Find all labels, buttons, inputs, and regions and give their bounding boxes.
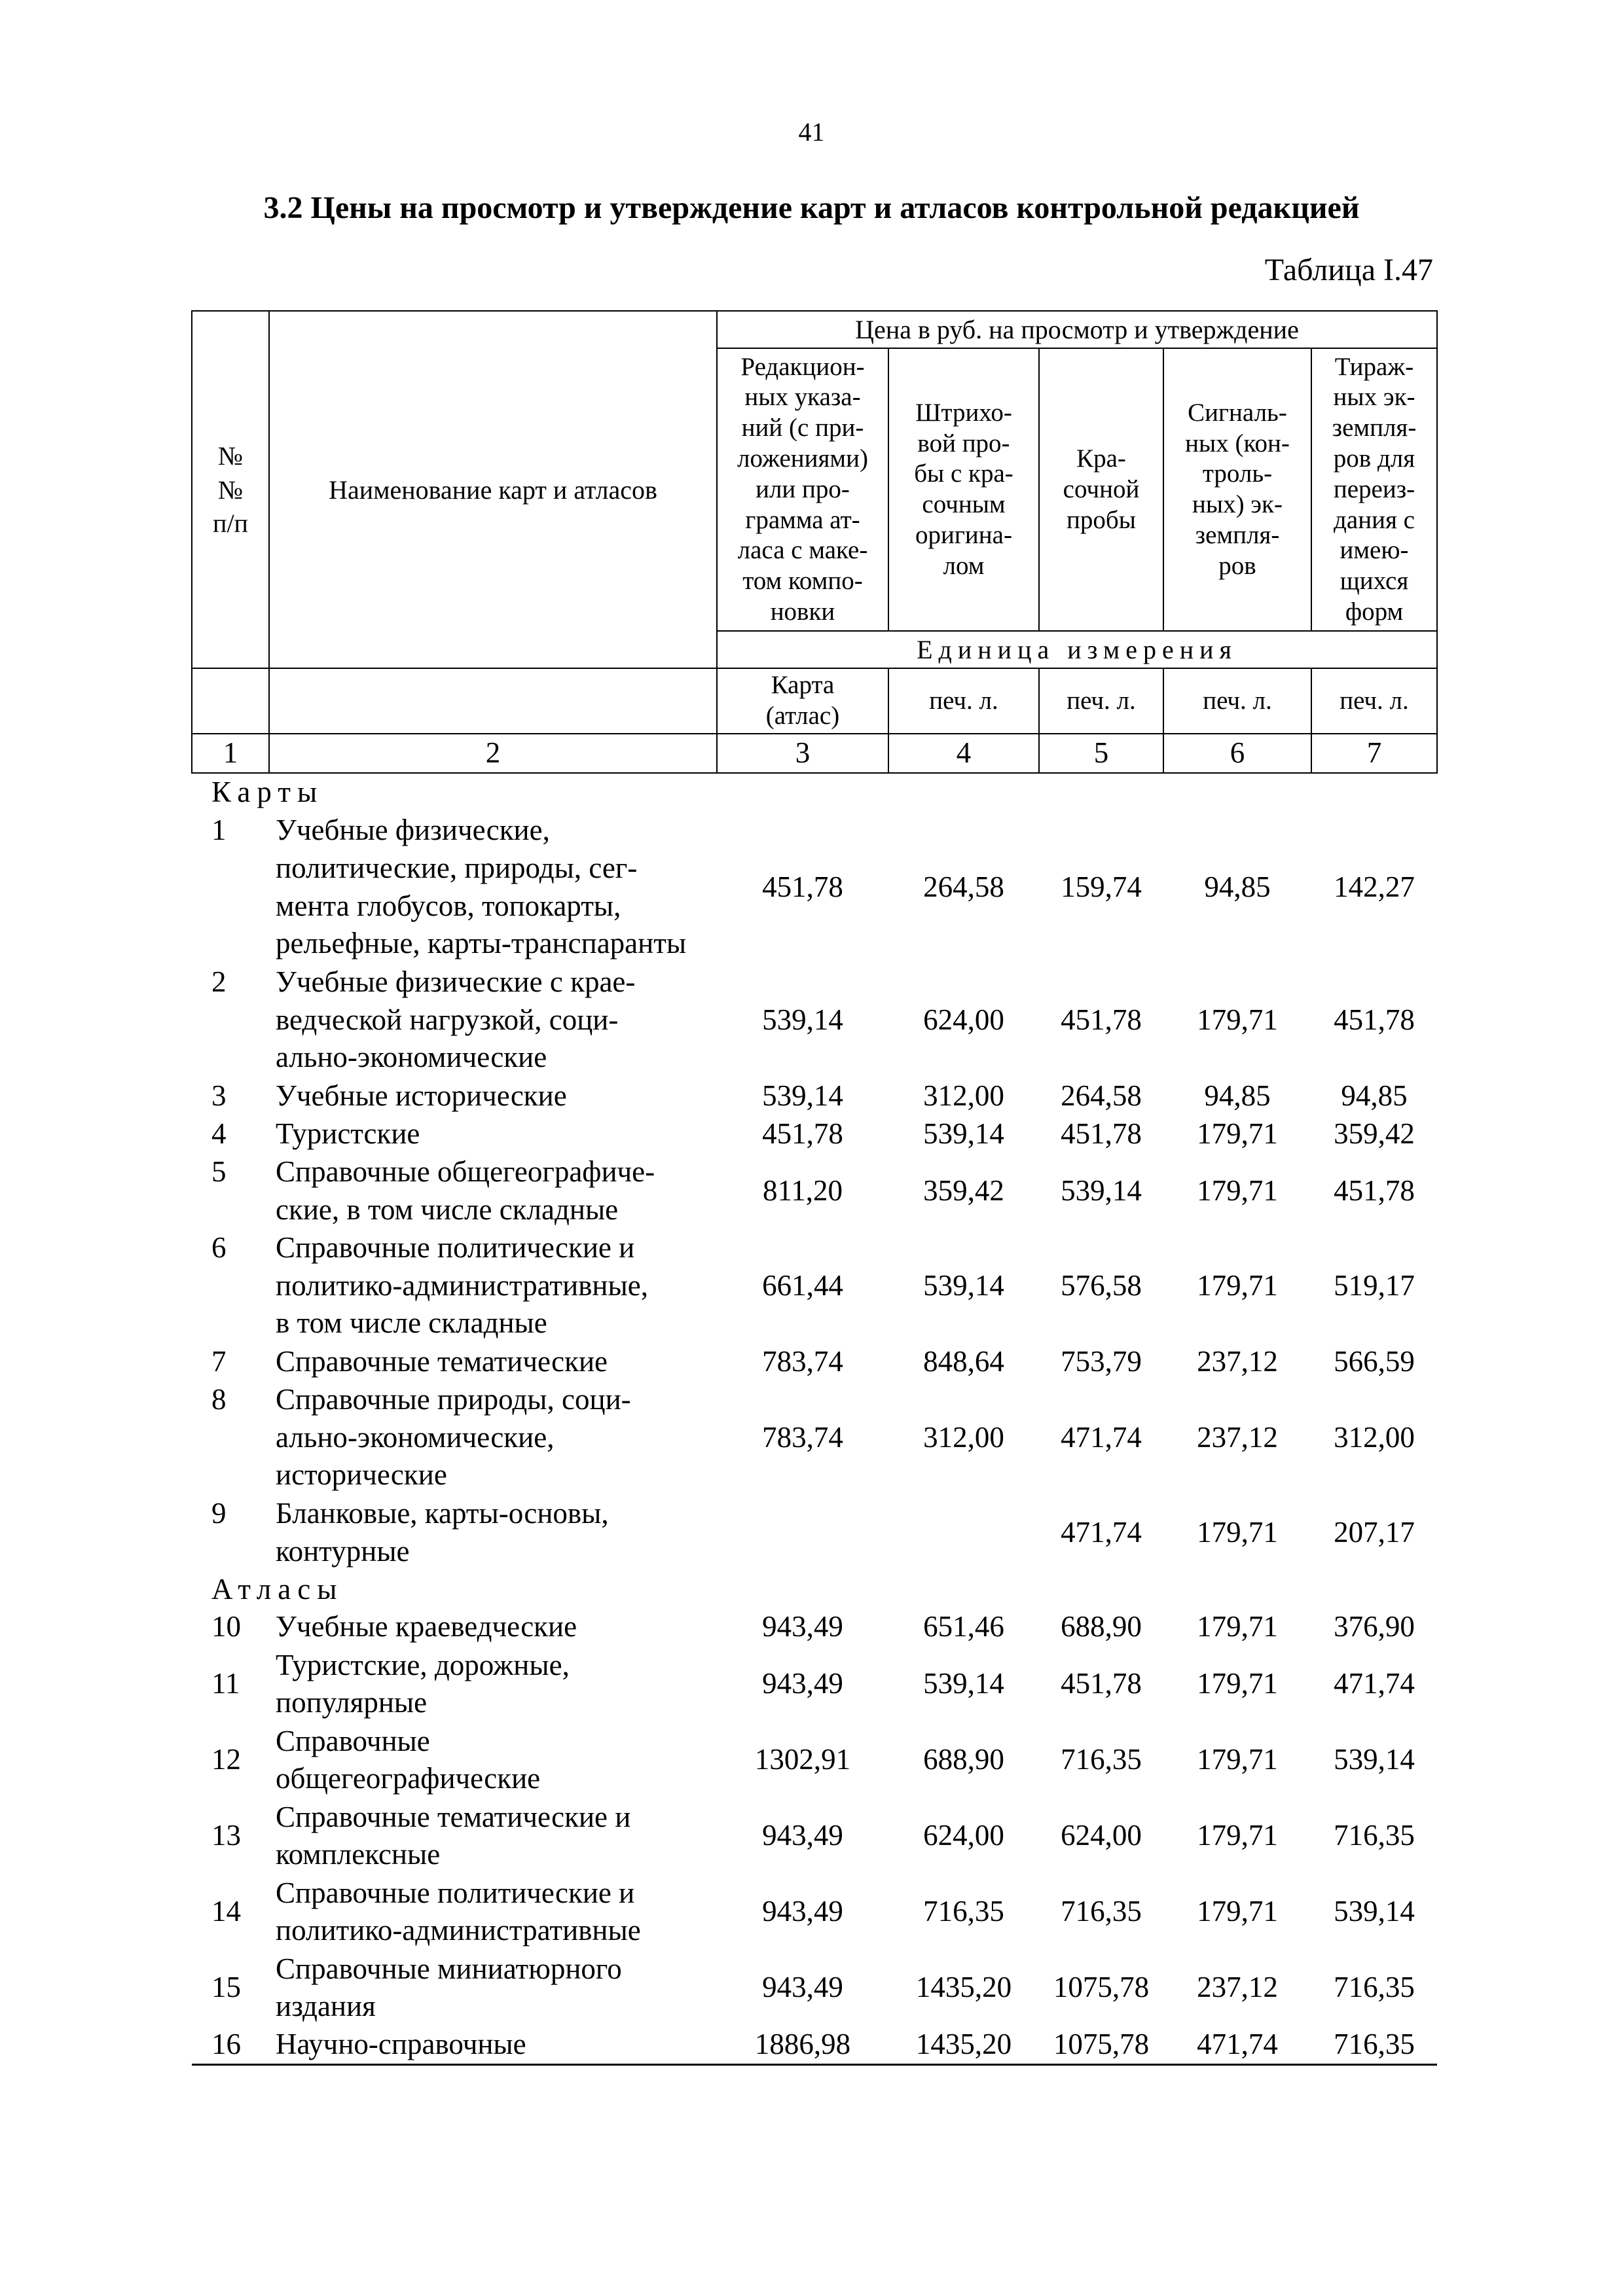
row-value-col6: 179,71	[1197, 1667, 1278, 1700]
row-value-col4: 539,14	[923, 1667, 1004, 1700]
row-value-col4: 359,42	[923, 1174, 1004, 1207]
row-value-col3: 1302,91	[754, 1743, 851, 1776]
row-value-col6: 179,71	[1197, 1610, 1278, 1643]
column-number: 7	[1311, 734, 1437, 773]
row-number: 15	[211, 1971, 241, 2004]
row-value-col3: 943,49	[762, 1610, 843, 1643]
row-value-col7: 539,14	[1334, 1743, 1415, 1776]
table-row	[192, 1495, 1437, 1571]
row-value-col6: 179,71	[1197, 1895, 1278, 1928]
row-value-col7: 359,42	[1334, 1117, 1415, 1150]
price-table	[191, 310, 1438, 2066]
header-col5: Кра- сочной пробы	[1039, 348, 1163, 631]
row-value-col6: 179,71	[1197, 1743, 1278, 1776]
row-value-col3: 661,44	[762, 1268, 843, 1302]
row-value-col6: 471,74	[1163, 2026, 1311, 2064]
table-row	[192, 1798, 1437, 1874]
row-value-col4: 539,14	[923, 1117, 1004, 1150]
row-value-col3: 783,74	[762, 1344, 843, 1378]
row-value-col4: 624,00	[923, 1003, 1004, 1036]
row-value-col7: 471,74	[1334, 1667, 1415, 1700]
row-value-col7: 519,17	[1334, 1268, 1415, 1302]
row-value-col4: 688,90	[923, 1743, 1004, 1776]
row-name: Справочные тематические	[276, 1344, 608, 1378]
row-value-col6: 237,12	[1197, 1420, 1278, 1454]
section-header	[192, 1571, 1437, 1609]
row-value-col5: 451,78	[1061, 1117, 1142, 1150]
row-value-col6: 237,12	[1197, 1971, 1278, 2004]
row-number: 11	[211, 1667, 240, 1700]
row-value-col5: 471,74	[1061, 1420, 1142, 1454]
row-name: Справочные природы, соци- ально-экономические, исторические	[276, 1383, 631, 1492]
column-number: 6	[1163, 734, 1311, 773]
row-value-col3: 451,78	[762, 870, 843, 903]
header-unit7: печ. л.	[1311, 668, 1437, 734]
column-number: 3	[717, 734, 888, 773]
row-value-col5: 451,78	[1061, 1667, 1142, 1700]
header-name: Наименование карт и атласов	[269, 311, 717, 668]
row-number: 16	[192, 2026, 269, 2064]
table-row	[192, 1608, 1437, 1646]
table-header	[192, 311, 1437, 773]
column-number: 4	[888, 734, 1039, 773]
row-value-col4: 312,00	[923, 1079, 1004, 1112]
row-name: Туристские	[276, 1117, 420, 1150]
row-value-col3: 943,49	[762, 1971, 843, 2004]
row-value-col7: 716,35	[1334, 1971, 1415, 2004]
row-number: 7	[211, 1344, 227, 1378]
section-title: Атласы	[211, 1572, 344, 1605]
row-name: Учебные исторические	[276, 1079, 567, 1112]
row-value-col6: 94,85	[1204, 1079, 1271, 1112]
row-number: 12	[211, 1743, 241, 1776]
table-row	[192, 1343, 1437, 1381]
page-number: 41	[798, 117, 825, 147]
row-value-col7: 451,78	[1334, 1174, 1415, 1207]
row-value-col5: 1075,78	[1053, 1971, 1150, 2004]
row-value-col7: 207,17	[1334, 1515, 1415, 1549]
row-value-col5: 451,78	[1061, 1003, 1142, 1036]
row-value-col5: 576,58	[1061, 1268, 1142, 1302]
section-title: Карты	[211, 775, 324, 808]
column-number: 1	[192, 734, 269, 773]
row-number: 10	[211, 1610, 241, 1643]
row-name: Справочные тематические и комплексные	[276, 1800, 631, 1871]
row-number: 2	[211, 965, 227, 998]
table-body	[192, 773, 1437, 2064]
row-value-col3: 539,14	[762, 1079, 843, 1112]
table-row	[192, 1646, 1437, 1722]
header-col7: Тираж- ных эк- земпля- ров для переиз- дания с имею- щихся форм	[1311, 348, 1437, 631]
row-name: Учебные краеведческие	[276, 1610, 577, 1643]
table-row	[192, 1722, 1437, 1798]
row-value-col6: 179,71	[1197, 1515, 1278, 1549]
row-value-col3: 943,49	[762, 1667, 843, 1700]
row-value-col4: 651,46	[923, 1610, 1004, 1643]
row-value-col6: 179,71	[1197, 1819, 1278, 1852]
header-unit-group: Единица измерения	[717, 631, 1437, 668]
row-value-col3: 539,14	[762, 1003, 843, 1036]
row-name: Туристские, дорожные, популярные	[276, 1648, 570, 1719]
row-value-col7: 94,85	[1341, 1079, 1408, 1112]
row-value-col4	[888, 1495, 1039, 1571]
column-number: 2	[269, 734, 717, 773]
header-col6: Сигналь- ных (кон- троль- ных) эк- земпля- ров	[1163, 348, 1311, 631]
row-value-col5: 159,74	[1061, 870, 1142, 903]
row-value-col4: 312,00	[923, 1420, 1004, 1454]
table-row	[192, 1115, 1437, 1153]
header-num: № № п/п	[192, 311, 269, 668]
row-number: 4	[211, 1117, 227, 1150]
row-value-col4: 624,00	[923, 1819, 1004, 1852]
row-value-col6: 237,12	[1197, 1344, 1278, 1378]
row-value-col3: 783,74	[762, 1420, 843, 1454]
row-name: Справочные общегеографические	[276, 1724, 541, 1795]
row-value-col7: 716,35	[1334, 1819, 1415, 1852]
table-row	[192, 1229, 1437, 1343]
table-row	[192, 1874, 1437, 1950]
row-number: 8	[211, 1382, 227, 1416]
row-value-col5: 264,58	[1061, 1079, 1142, 1112]
row-value-col3: 811,20	[762, 1174, 843, 1207]
row-value-col5: 624,00	[1061, 1819, 1142, 1852]
row-name: Учебные физические, политические, природы, сег- мента глобусов, топокарты, рельефные, карты-транспаранты	[276, 814, 687, 960]
row-number: 6	[211, 1230, 227, 1264]
header-unit-spacer-num	[192, 668, 269, 734]
table-row	[192, 1077, 1437, 1115]
header-col4: Штрихо- вой про- бы с кра- сочным оригина- лом	[888, 348, 1039, 631]
header-unit4: печ. л.	[888, 668, 1039, 734]
price-table-container	[191, 310, 1436, 2066]
table-label: Таблица I.47	[1264, 253, 1433, 287]
row-value-col4: 1435,20	[888, 2026, 1039, 2064]
row-value-col5: 716,35	[1061, 1743, 1142, 1776]
row-value-col3	[717, 1495, 888, 1571]
row-value-col6: 179,71	[1197, 1003, 1278, 1036]
row-value-col7: 142,27	[1334, 870, 1415, 903]
row-number: 14	[211, 1895, 241, 1928]
row-value-col7: 539,14	[1334, 1895, 1415, 1928]
row-value-col3: 943,49	[762, 1819, 843, 1852]
row-value-col4: 539,14	[923, 1268, 1004, 1302]
row-value-col5: 1075,78	[1039, 2026, 1163, 2064]
row-number: 3	[211, 1079, 227, 1112]
table-row	[192, 1950, 1437, 2026]
table-row	[192, 2026, 1437, 2064]
row-number: 9	[211, 1496, 227, 1530]
row-value-col6: 179,71	[1197, 1174, 1278, 1207]
row-value-col5: 539,14	[1061, 1174, 1142, 1207]
row-value-col5: 753,79	[1061, 1344, 1142, 1378]
row-number: 1	[211, 813, 227, 846]
row-value-col6: 179,71	[1197, 1117, 1278, 1150]
row-number: 5	[211, 1155, 227, 1188]
row-value-col6: 179,71	[1197, 1268, 1278, 1302]
table-row	[192, 1381, 1437, 1495]
table-row	[192, 812, 1437, 963]
row-value-col3: 943,49	[762, 1895, 843, 1928]
row-name: Научно-справочные	[269, 2026, 717, 2064]
row-value-col7: 566,59	[1334, 1344, 1415, 1378]
row-name: Справочные миниатюрного издания	[276, 1952, 622, 2023]
section-heading: 3.2 Цены на просмотр и утверждение карт и атласов контрольной редакцией	[263, 190, 1360, 225]
row-value-col4: 1435,20	[915, 1971, 1012, 2004]
table-row	[192, 1153, 1437, 1229]
header-unit-spacer-name	[269, 668, 717, 734]
section-header	[192, 773, 1437, 812]
row-value-col3: 1886,98	[717, 2026, 888, 2064]
header-unit6: печ. л.	[1163, 668, 1311, 734]
row-value-col7: 451,78	[1334, 1003, 1415, 1036]
row-name: Справочные политические и политико-административные, в том числе складные	[276, 1231, 648, 1340]
column-number: 5	[1039, 734, 1163, 773]
row-name: Справочные общегеографиче- ские, в том числе складные	[276, 1155, 655, 1226]
row-value-col4: 848,64	[923, 1344, 1004, 1378]
row-value-col7: 716,35	[1311, 2026, 1437, 2064]
row-name: Справочные политические и политико-административные	[276, 1876, 641, 1947]
row-value-col6: 94,85	[1204, 870, 1271, 903]
row-value-col3: 451,78	[762, 1117, 843, 1150]
table-row	[192, 963, 1437, 1077]
header-unit3: Карта (атлас)	[717, 668, 888, 734]
row-name: Учебные физические с крае- ведческой нагрузкой, соци- ально-экономические	[276, 965, 636, 1074]
row-value-col4: 264,58	[923, 870, 1004, 903]
row-value-col7: 312,00	[1334, 1420, 1415, 1454]
row-value-col5: 688,90	[1061, 1610, 1142, 1643]
header-price-group: Цена в руб. на просмотр и утверждение	[717, 311, 1437, 348]
row-value-col4: 716,35	[923, 1895, 1004, 1928]
row-number: 13	[211, 1819, 241, 1852]
row-value-col7: 376,90	[1334, 1610, 1415, 1643]
row-value-col5: 716,35	[1061, 1895, 1142, 1928]
row-value-col5: 471,74	[1061, 1515, 1142, 1549]
row-name: Бланковые, карты-основы, контурные	[276, 1496, 609, 1568]
header-unit5: печ. л.	[1039, 668, 1163, 734]
header-col3: Редакцион- ных указа- ний (с при- ложениями) или про- грамма ат- ласа с маке- том компо- новки	[717, 348, 888, 631]
